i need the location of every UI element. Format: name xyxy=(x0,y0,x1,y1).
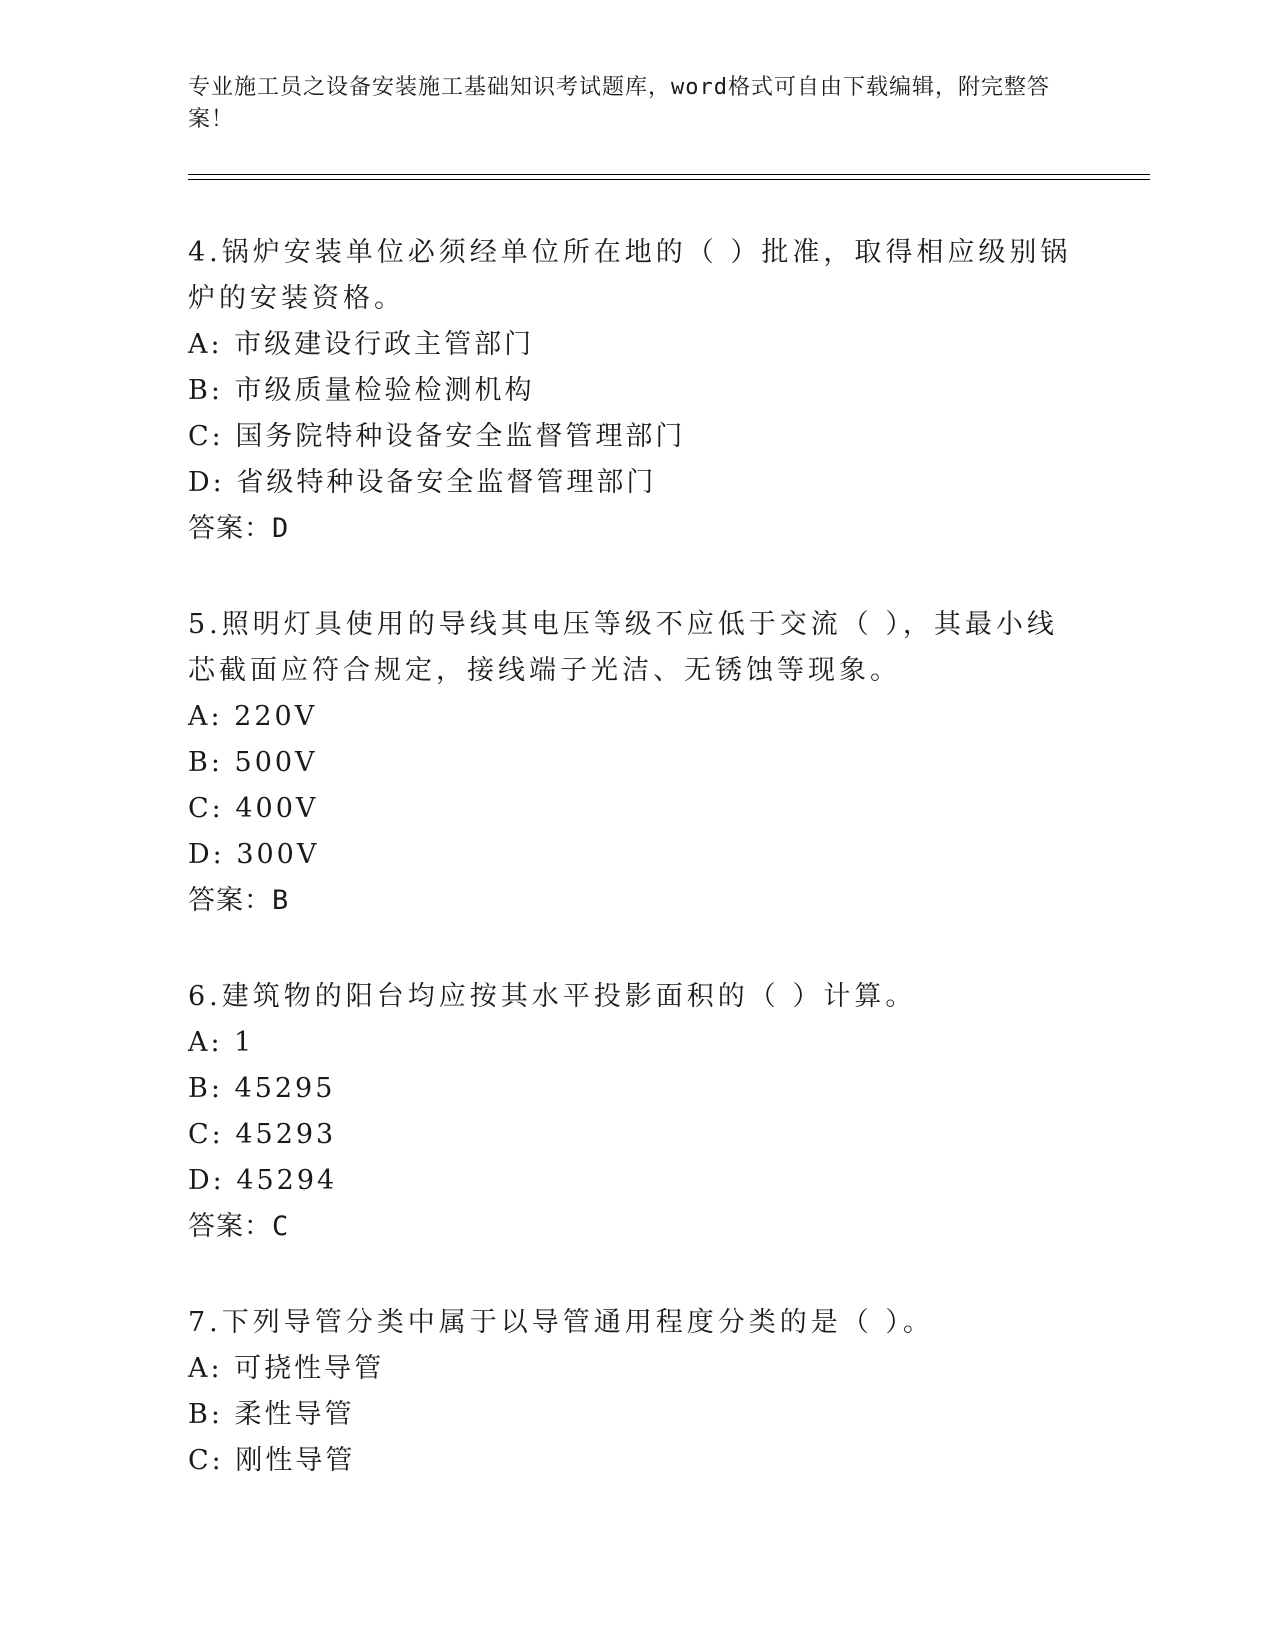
answer-text: 答案：D xyxy=(188,513,290,544)
option-a: A: 市级建设行政主管部门 xyxy=(188,329,535,360)
question-6 xyxy=(188,974,1150,1250)
option-a: A: 1 xyxy=(188,1027,255,1058)
option-c: C: 45293 xyxy=(188,1119,337,1150)
question-7 xyxy=(188,1300,1150,1484)
answer-text: 答案：C xyxy=(188,1211,290,1242)
option-d: D: 300V xyxy=(188,839,320,870)
answer-text: 答案：B xyxy=(188,885,290,916)
option-c: C: 400V xyxy=(188,793,319,824)
header-divider xyxy=(188,174,1150,180)
question-stem: 4.锅炉安装单位必须经单位所在地的（ ）批准，取得相应级别锅炉的安装资格。 xyxy=(188,237,1072,314)
question-5 xyxy=(188,602,1150,924)
option-c: C: 国务院特种设备安全监督管理部门 xyxy=(188,421,686,452)
option-c: C: 刚性导管 xyxy=(188,1445,356,1476)
document-page xyxy=(188,72,1150,1484)
question-stem: 5.照明灯具使用的导线其电压等级不应低于交流（ ），其最小线芯截面应符合规定，接线端子光洁、无锈蚀等现象。 xyxy=(188,609,1058,686)
option-d: D: 省级特种设备安全监督管理部门 xyxy=(188,467,657,498)
option-b: B: 45295 xyxy=(188,1073,336,1104)
question-4 xyxy=(188,230,1150,552)
option-b: B: 市级质量检验检测机构 xyxy=(188,375,535,406)
question-stem: 7.下列导管分类中属于以导管通用程度分类的是（ ）。 xyxy=(188,1307,934,1338)
question-stem: 6.建筑物的阳台均应按其水平投影面积的（ ）计算。 xyxy=(188,981,917,1012)
document-intro: 专业施工员之设备安装施工基础知识考试题库，word格式可自由下载编辑，附完整答案！ xyxy=(188,75,1050,132)
option-a: A: 220V xyxy=(188,701,318,732)
option-b: B: 500V xyxy=(188,747,318,778)
option-a: A: 可挠性导管 xyxy=(188,1353,385,1384)
option-b: B: 柔性导管 xyxy=(188,1399,355,1430)
option-d: D: 45294 xyxy=(188,1165,338,1196)
